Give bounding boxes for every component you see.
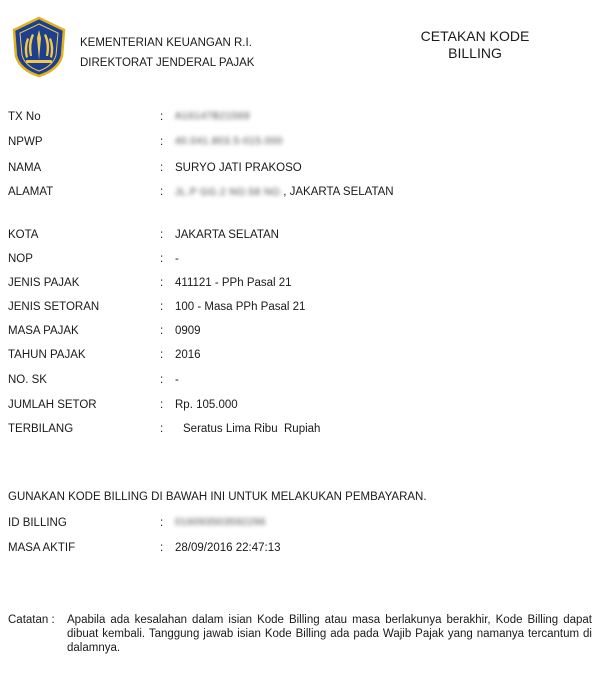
field-value: 2016 — [175, 349, 201, 361]
field-label: TAHUN PAJAK — [8, 349, 86, 361]
note-text: Apabila ada kesalahan dalam isian Kode Billing atau masa berlakunya berakhir, Kode Billing dapat dibuat kembali. Tanggung jawab isian Kode Billing ada pada Wajib Pajak yang namanya tercantum di dalamnya. — [67, 614, 592, 654]
field-value: Seratus Lima Ribu Rupiah — [183, 423, 321, 435]
field-value: SURYO JATI PRAKOSO — [175, 162, 302, 174]
title-line-2: BILLING — [448, 45, 502, 61]
field-label: NOP — [8, 253, 33, 265]
title-line-1: CETAKAN KODE — [420, 28, 530, 44]
note-label: Catatan : — [8, 614, 55, 626]
address-redacted: JL.P GG.2 NO.58 NO. — [175, 187, 284, 198]
field-colon: : — [160, 186, 164, 198]
field-value: JAKARTA SELATAN — [175, 229, 279, 241]
address-city: , JAKARTA SELATAN — [283, 186, 394, 198]
payment-notice: GUNAKAN KODE BILLING DI BAWAH INI UNTUK MELAKUKAN PEMBAYARAN. — [8, 491, 427, 503]
field-colon: : — [160, 374, 164, 386]
field-label: ID BILLING — [8, 517, 67, 529]
field-value: Rp. 105.000 — [175, 399, 238, 411]
field-colon: : — [160, 423, 164, 435]
field-colon: : — [160, 301, 164, 313]
org-directorate: DIREKTORAT JENDERAL PAJAK — [80, 57, 255, 69]
field-label: MASA AKTIF — [8, 542, 76, 554]
field-value: - — [175, 374, 179, 386]
kemenkeu-emblem-icon — [12, 16, 66, 78]
document-title — [395, 28, 555, 62]
field-colon: : — [160, 111, 164, 123]
field-colon: : — [160, 542, 164, 554]
field-colon: : — [160, 349, 164, 361]
field-label: JENIS PAJAK — [8, 277, 80, 289]
field-value: 28/09/2016 22:47:13 — [175, 542, 281, 554]
field-label: KOTA — [8, 229, 39, 241]
field-label: NPWP — [8, 136, 43, 148]
field-label: NAMA — [8, 162, 42, 174]
field-value — [175, 183, 394, 202]
field-label: NO. SK — [8, 374, 47, 386]
field-value-redacted: 40.041.803.5-015.000 — [175, 136, 283, 147]
field-label: JENIS SETORAN — [8, 301, 100, 313]
org-ministry: KEMENTERIAN KEUANGAN R.I. — [80, 37, 252, 49]
billing-id-redacted: 016093503592296 — [175, 517, 266, 528]
field-value: 0909 — [175, 325, 201, 337]
field-colon: : — [160, 136, 164, 148]
field-colon: : — [160, 253, 164, 265]
field-colon: : — [160, 517, 164, 529]
field-colon: : — [160, 162, 164, 174]
field-value: 100 - Masa PPh Pasal 21 — [175, 301, 306, 313]
field-label: JUMLAH SETOR — [8, 399, 97, 411]
field-label: MASA PAJAK — [8, 325, 79, 337]
field-label: TX No — [8, 111, 41, 123]
field-colon: : — [160, 277, 164, 289]
field-colon: : — [160, 229, 164, 241]
field-colon: : — [160, 325, 164, 337]
field-label: TERBILANG — [8, 423, 74, 435]
field-value: 411121 - PPh Pasal 21 — [175, 277, 292, 289]
field-label: ALAMAT — [8, 186, 54, 198]
organization-name — [80, 33, 254, 73]
field-value-redacted: A16147B21569 — [175, 111, 250, 122]
field-value: - — [175, 253, 179, 265]
field-colon: : — [160, 399, 164, 411]
